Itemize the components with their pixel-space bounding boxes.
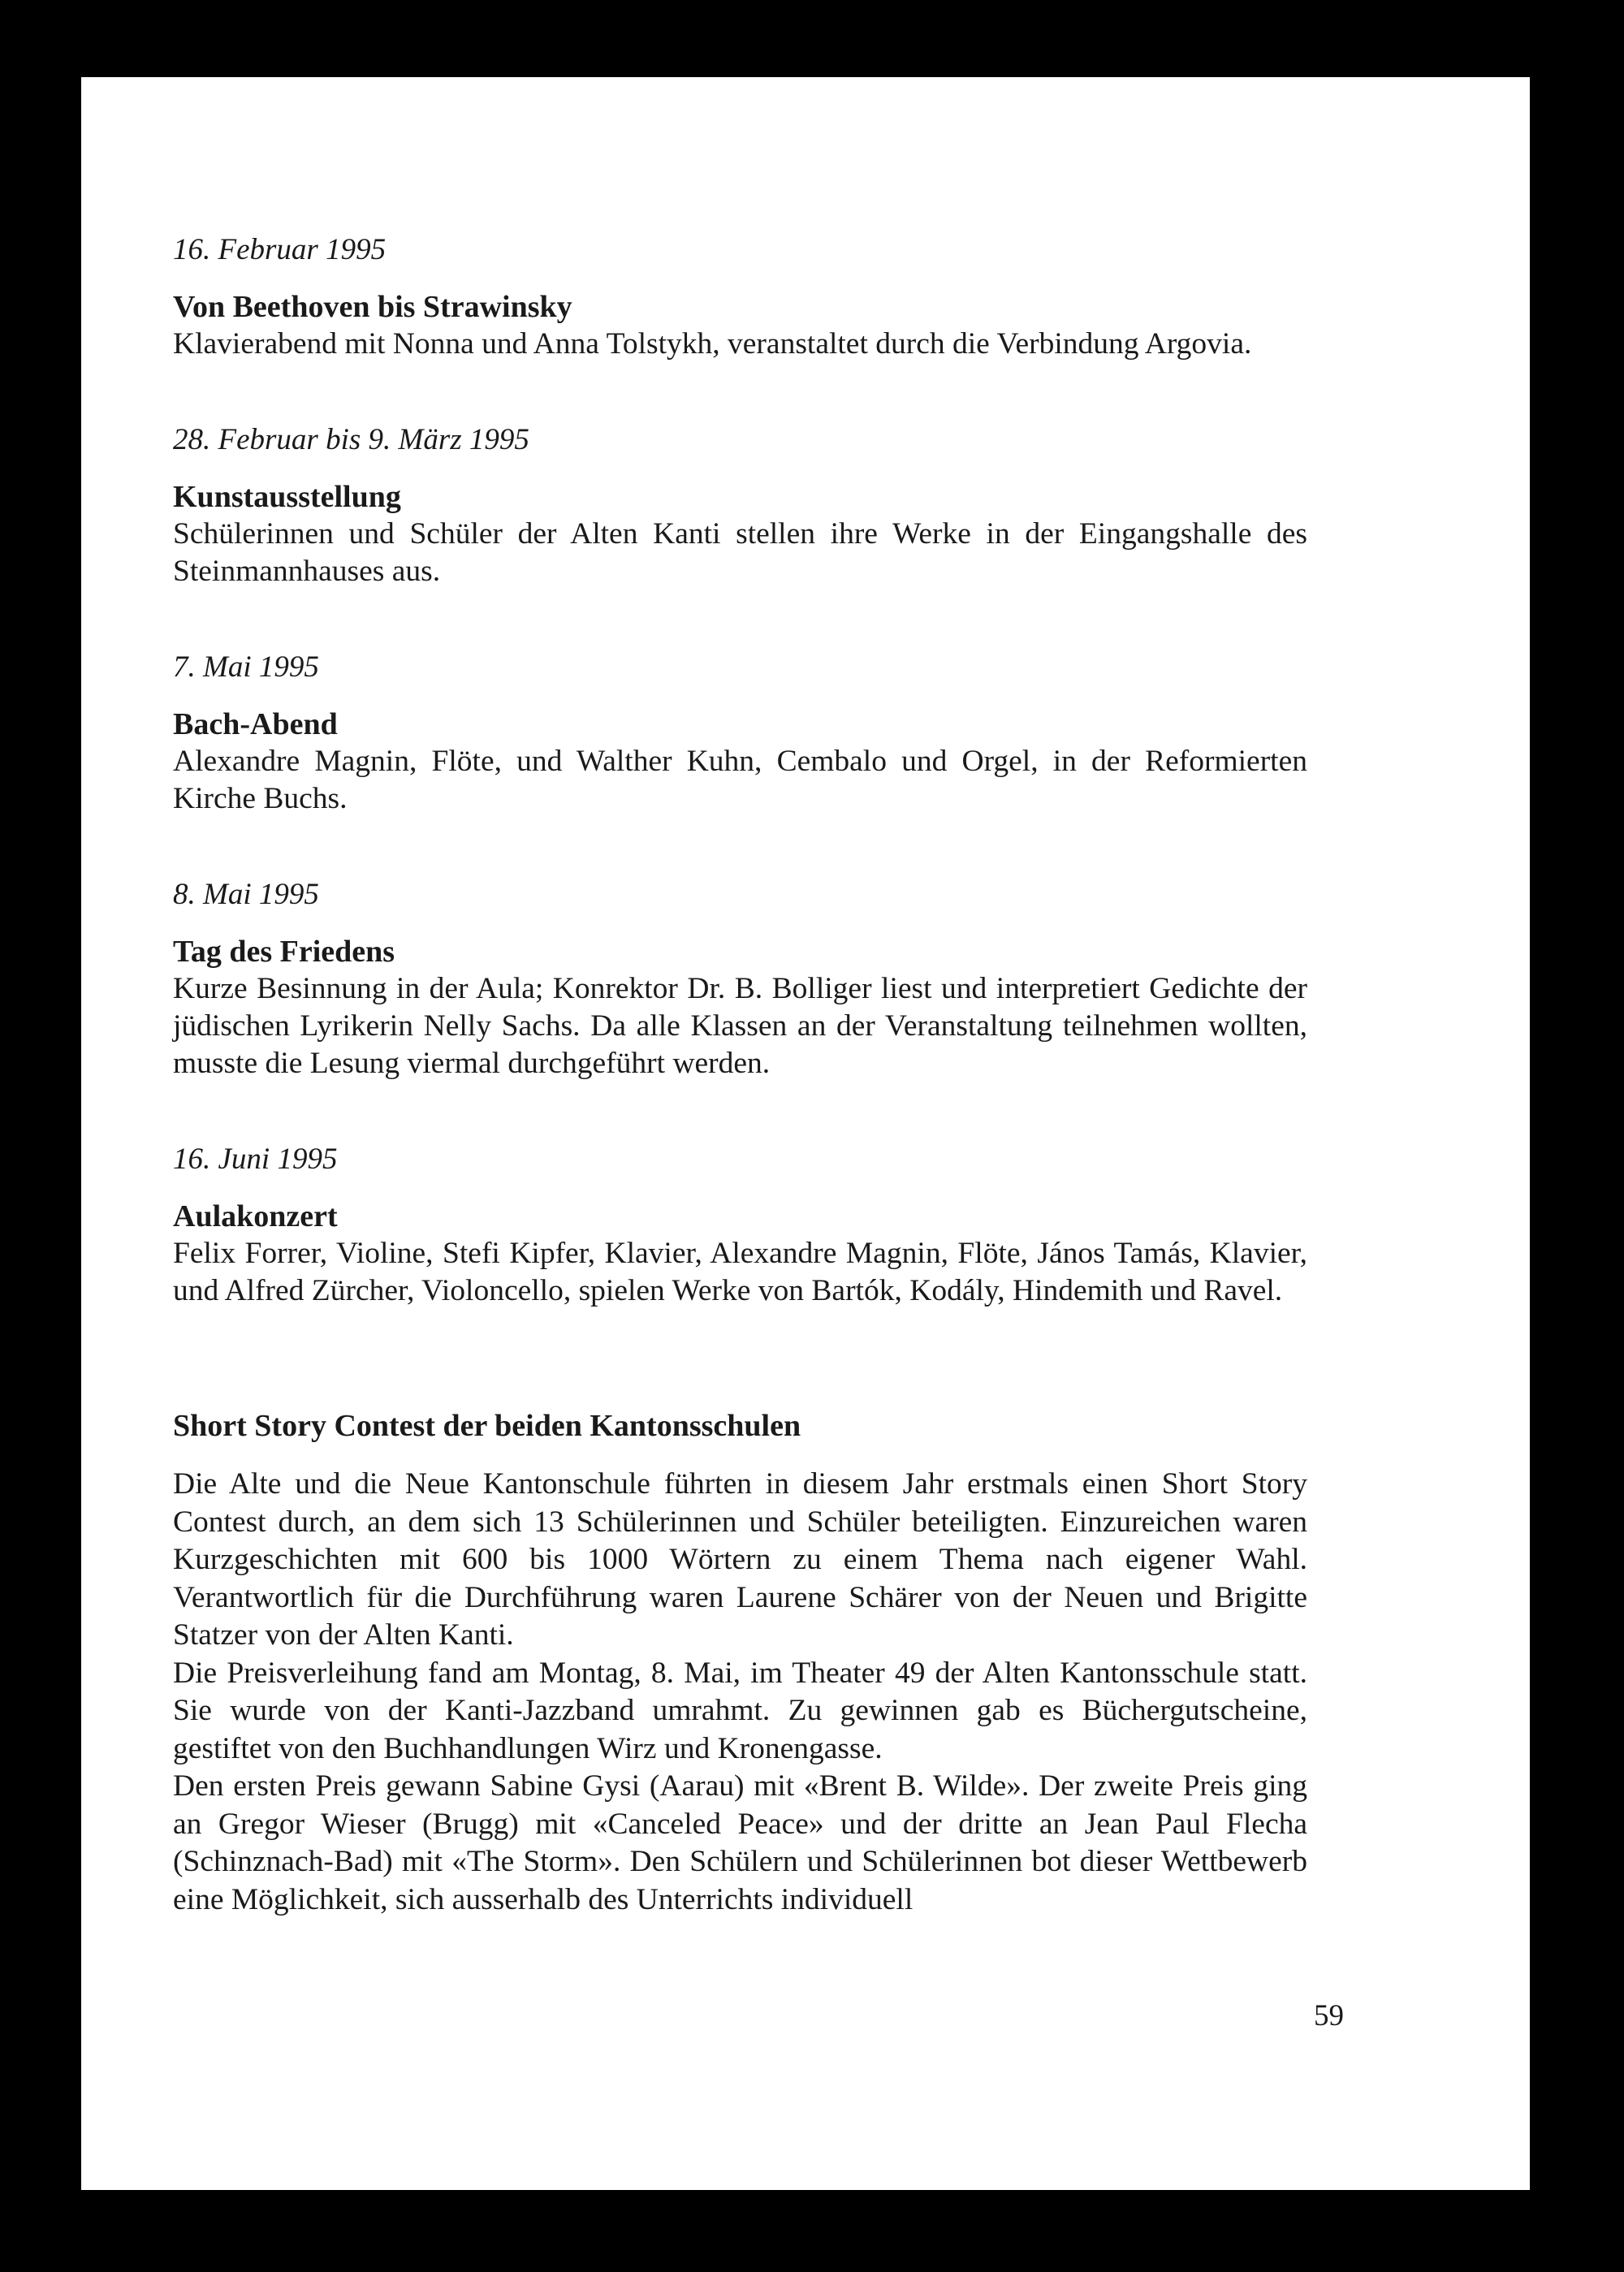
event-description: Klavierabend mit Nonna und Anna Tolstykh, veranstaltet durch die Verbindung Argovia.	[173, 327, 1252, 361]
event-title: Aulakonzert	[173, 1199, 338, 1233]
event-title: Tag des Friedens	[173, 935, 395, 969]
page-number: 59	[1314, 1999, 1344, 2032]
event-date: 8. Mai 1995	[173, 878, 319, 911]
event-title: Kunstausstellung	[173, 480, 401, 514]
event-entry	[173, 421, 1307, 590]
page-content	[173, 231, 1307, 1919]
section-paragraph: Den ersten Preis gewann Sabine Gysi (Aarau) mit «Brent B. Wilde». Der zweite Preis ging an Gregor Wieser (Brugg) mit «Canceled Peace» und der dritte an Jean Paul Flecha (Schinznach-Bad) mit «The Storm». Den Schülern und Schülerinnen bot dieser Wettbewerb eine Möglichkeit, sich ausserhalb des Unterrichts individuell	[173, 1769, 1307, 1916]
event-date: 16. Februar 1995	[173, 233, 387, 266]
section-heading: Short Story Contest der beiden Kantonsschulen	[173, 1409, 801, 1443]
event-date: 7. Mai 1995	[173, 650, 319, 684]
event-description: Kurze Besinnung in der Aula; Konrektor Dr. B. Bolliger liest und interpretiert Gedichte der jüdischen Lyrikerin Nelly Sachs. Da alle Klassen an der Veranstaltung teilnehmen wollten, musste die Lesung viermal durchgeführt werden.	[173, 972, 1307, 1080]
section-paragraph: Die Alte und die Neue Kantonschule führten in diesem Jahr erstmals einen Short Story Contest durch, an dem sich 13 Schülerinnen und Schüler beteiligten. Einzureichen waren Kurzgeschichten mit 600 bis 1000 Wörtern zu einem Thema nach eigener Wahl. Verantwortlich für die Durchführung waren Laurene Schärer von der Neuen und Brigitte Statzer von der Alten Kanti.	[173, 1467, 1307, 1652]
event-entry	[173, 876, 1307, 1082]
event-description: Felix Forrer, Violine, Stefi Kipfer, Klavier, Alexandre Magnin, Flöte, János Tamás, Klavier, und Alfred Zürcher, Violoncello, spielen Werke von Bartók, Kodály, Hindemith und Ravel.	[173, 1237, 1307, 1307]
event-date: 16. Juni 1995	[173, 1142, 338, 1176]
event-title: Bach-Abend	[173, 707, 338, 741]
event-entry	[173, 231, 1307, 363]
event-entry	[173, 1141, 1307, 1310]
event-title: Von Beethoven bis Strawinsky	[173, 290, 572, 324]
document-page	[81, 77, 1530, 2190]
event-date: 28. Februar bis 9. März 1995	[173, 423, 529, 456]
event-entry	[173, 649, 1307, 818]
section-paragraph: Die Preisverleihung fand am Montag, 8. Mai, im Theater 49 der Alten Kantonsschule statt. Sie wurde von der Kanti-Jazzband umrahmt. Zu gewinnen gab es Büchergutscheine, gestiftet von den Buchhandlungen Wirz und Kronengasse.	[173, 1656, 1307, 1765]
event-description: Alexandre Magnin, Flöte, und Walther Kuhn, Cembalo und Orgel, in der Reformierten Kirche Buchs.	[173, 745, 1307, 815]
event-description: Schülerinnen und Schüler der Alten Kanti stellen ihre Werke in der Eingangshalle des Steinmannhauses aus.	[173, 517, 1307, 588]
